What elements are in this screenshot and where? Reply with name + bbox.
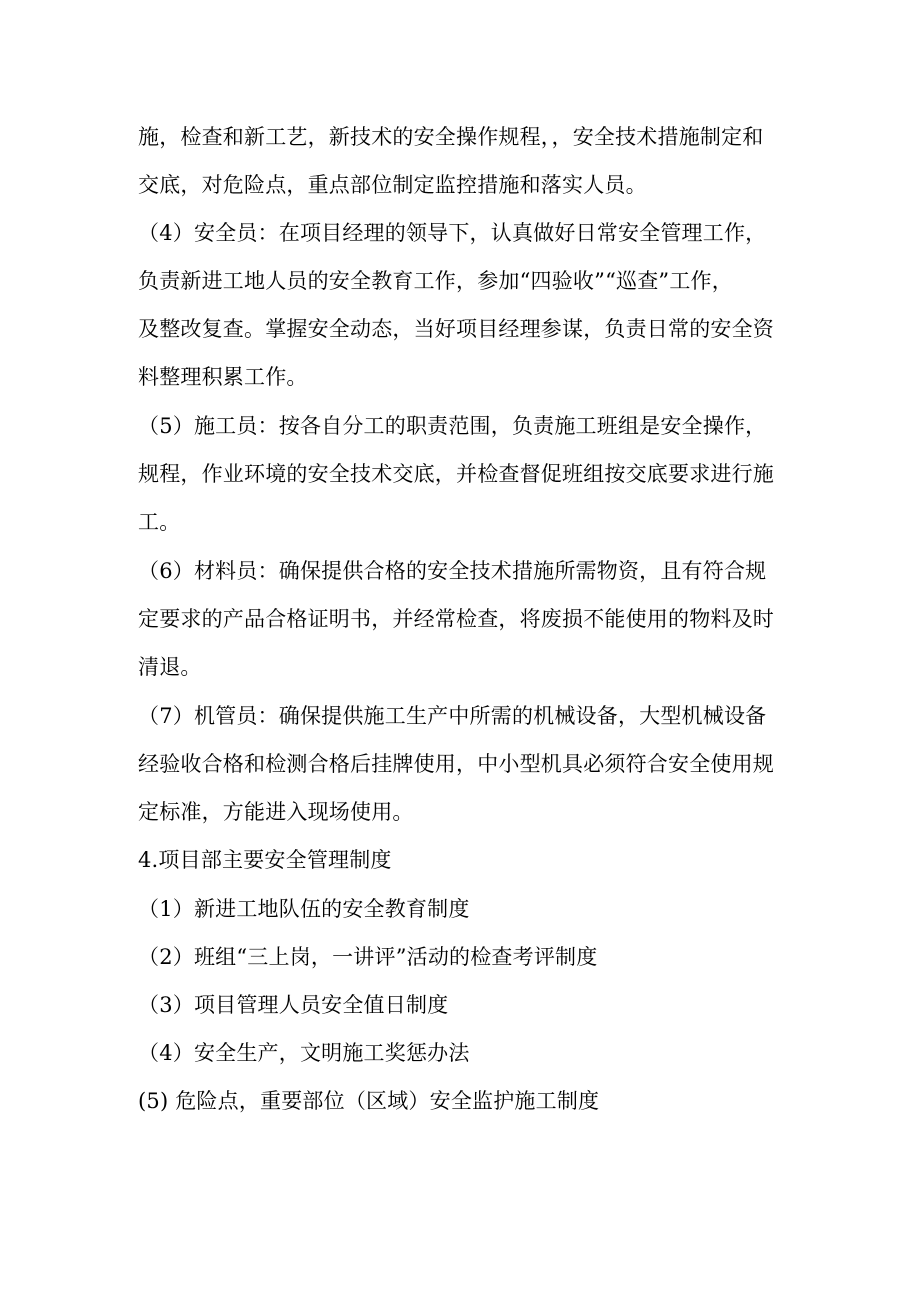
text-line: （6）材料员：确保提供合格的安全技术措施所需物资，且有符合规 [138,559,767,583]
text-line: （5）施工员：按各自分工的职责范围，负责施工班组是安全操作， [138,414,767,438]
list-item: （1）新进工地队伍的安全教育制度 [138,897,470,921]
text-line: 交底，对危险点，重点部位制定监控措施和落实人员。 [138,173,647,197]
text-line: 经验收合格和检测合格后挂牌使用，中小型机具必须符合安全使用规 [138,752,774,776]
text-line: 清退。 [138,655,202,679]
text-line: 规程，作业环境的安全技术交底，并检查督促班组按交底要求进行施 [138,462,774,486]
text-line: （4）安全员：在项目经理的领导下，认真做好日常安全管理工作， [138,221,767,245]
text-line: 负责新进工地人员的安全教育工作，参加“四验收”“巡查”工作， [138,269,733,293]
text-line: 工。 [138,510,181,534]
text-line: 定标准，方能进入现场使用。 [138,800,414,824]
list-item: （2）班组“三上岗，一讲评”活动的检查考评制度 [138,945,598,969]
list-item: （3）项目管理人员安全值日制度 [138,993,449,1017]
text-line: 料整理积累工作。 [138,365,308,389]
list-item: (5) 危险点，重要部位（区域）安全监护施工制度 [138,1089,600,1113]
list-item: （4）安全生产，文明施工奖惩办法 [138,1041,470,1065]
text-line: 施，检查和新工艺，新技术的安全操作规程，，安全技术措施制定和 [138,125,764,149]
text-line: 及整改复查。掌握安全动态，当好项目经理参谋，负责日常的安全资 [138,317,774,341]
text-line: （7）机管员：确保提供施工生产中所需的机械设备，大型机械设备 [138,704,767,728]
section-heading: 4.项目部主要安全管理制度 [138,848,392,872]
text-line: 定要求的产品合格证明书，并经常检查，将废损不能使用的物料及时 [138,607,774,631]
